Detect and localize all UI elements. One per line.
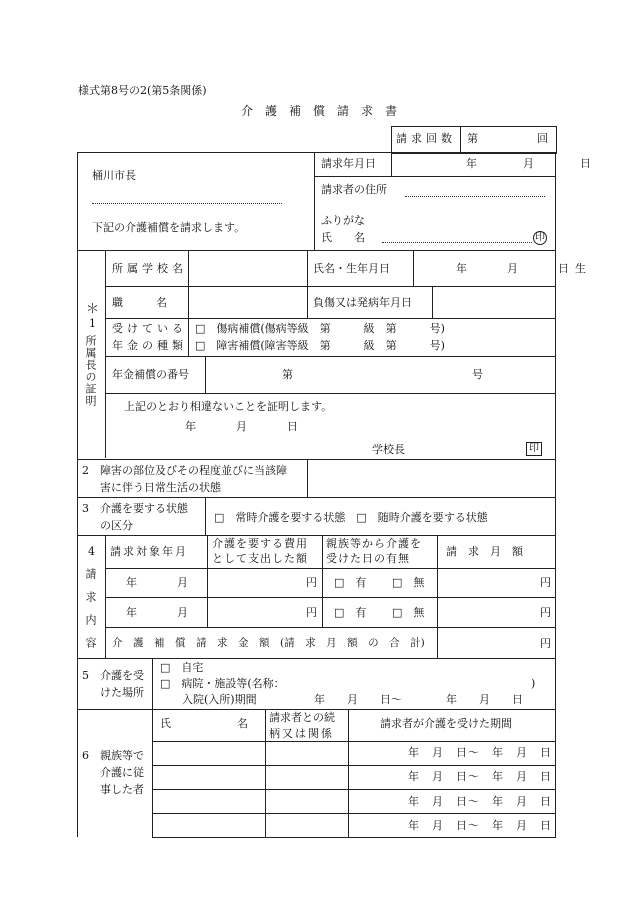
pension-number-prefix: 第: [282, 368, 293, 381]
col-monthly-claim: 請 求 月 額: [446, 545, 523, 558]
name-dob-label: 氏名・生年月日: [313, 262, 390, 275]
col-relative-name: 氏 名: [160, 717, 248, 730]
pension-option-2[interactable]: □ 障害補償(障害等級 第 級 第 号): [195, 339, 445, 352]
claim-count-label: 請求回数: [396, 132, 456, 145]
claim-date-label: 請求年月日: [321, 157, 376, 170]
col-claim-month: 請求対象年月: [110, 545, 188, 558]
row2-month: 年 月: [126, 606, 194, 619]
request-text: 下記の介護補償を請求します。: [92, 221, 246, 234]
section4-number: 4: [88, 545, 95, 558]
section4-side-label: 請求内容: [84, 568, 97, 660]
col-expense-1: 介護を要する費用: [212, 537, 308, 550]
section1-number: 1: [89, 317, 96, 330]
claimant-address-label: 請求者の住所: [321, 183, 387, 196]
principal-seal: 印: [526, 442, 542, 456]
row2-amount: 円: [540, 606, 551, 619]
relative4-period: 年 月 日〜 年 月 日: [408, 819, 552, 832]
row2-yes[interactable]: □ 有: [334, 606, 367, 619]
row1-yen: 円: [306, 576, 317, 589]
claimant-seal: 印: [535, 232, 545, 243]
dob-value: 年 月 日生: [456, 262, 592, 275]
certify-text: 上記のとおり相違ないことを証明します。: [124, 400, 333, 413]
admission-dates: 年 月 日〜 年 月 日: [314, 693, 523, 706]
section3-label-2: の区分: [100, 519, 133, 532]
form-title: 介 護 補 償 請 求 書: [241, 104, 398, 118]
col-relative-care-1: 親族等から介護を: [326, 537, 422, 550]
option-home[interactable]: □ 自宅: [160, 661, 204, 674]
total-label: 介 護 補 償 請 求 金 額 (請 求 月 額 の 合 計): [112, 637, 425, 649]
injury-date-label: 負傷又は発病年月日: [313, 296, 412, 309]
section2-label-1: 2 障害の部位及びその程度並びに当該障: [82, 464, 287, 477]
section6-label-2: 介護に従: [100, 766, 144, 779]
section1-side-label: 所属長の証明: [84, 335, 97, 407]
certify-date: 年 月 日: [185, 420, 304, 433]
row1-month: 年 月: [126, 576, 194, 589]
claimant-name-label: 氏 名: [321, 231, 365, 244]
row1-yes[interactable]: □ 有: [334, 576, 367, 589]
principal-label: 学校長: [372, 443, 405, 456]
section6-label-1: 6 親族等で: [82, 749, 144, 762]
section5-label-2: けた場所: [100, 686, 144, 699]
addressee: 桶川市長: [92, 169, 136, 182]
claimant-name-field[interactable]: [382, 242, 532, 243]
section5-label-1: 5 介護を受: [82, 669, 144, 682]
claim-date-value: 年 月 日: [466, 157, 599, 170]
claimant-address-field[interactable]: [405, 196, 545, 197]
care-status-options[interactable]: □ 常時介護を要する状態 □ 随時介護を要する状態: [214, 511, 488, 524]
option-facility[interactable]: □ 病院・施設等(名称：: [160, 677, 285, 690]
school-label: 所属学校名: [112, 262, 187, 275]
section6-label-3: 事した者: [100, 783, 144, 796]
form-number: 様式第8号の2(第5条関係): [78, 84, 207, 97]
claim-count-suffix: 回: [537, 132, 548, 145]
pension-number-label: 年金補償の番号: [112, 368, 189, 381]
row2-no[interactable]: □ 無: [392, 606, 425, 619]
facility-close: ): [531, 677, 536, 690]
relative1-period: 年 月 日〜 年 月 日: [408, 746, 552, 759]
section3-label-1: 3 介護を要する状態: [82, 502, 188, 515]
pension-type-label-2: 年金の種類: [112, 339, 187, 352]
furigana-label: ふりがな: [321, 214, 365, 227]
row2-yen: 円: [306, 606, 317, 619]
row1-no[interactable]: □ 無: [392, 576, 425, 589]
pension-option-1[interactable]: □ 傷病補償(傷病等級 第 級 第 号): [195, 322, 445, 335]
col-relation-2: 柄又は関係: [269, 727, 334, 740]
relative3-period: 年 月 日〜 年 月 日: [408, 795, 552, 808]
admission-label: 入院(入所)期間: [182, 693, 257, 706]
claim-count-prefix: 第: [467, 132, 478, 145]
relative2-period: 年 月 日〜 年 月 日: [408, 770, 552, 783]
row1-amount: 円: [540, 576, 551, 589]
job-label: 職 名: [112, 296, 167, 309]
col-relation-1: 請求者との続: [269, 711, 335, 724]
col-expense-2: として支出した額: [212, 552, 308, 565]
pension-number-suffix: 号: [472, 368, 483, 381]
section2-label-2: 害に伴う日常生活の状態: [100, 481, 221, 494]
col-care-period: 請求者が介護を受けた期間: [380, 717, 512, 730]
section1-asterisk: ＊: [86, 302, 100, 317]
pension-type-label-1: 受けている: [112, 322, 187, 335]
total-yen: 円: [540, 637, 551, 650]
col-relative-care-2: 受けた日の有無: [326, 552, 410, 565]
